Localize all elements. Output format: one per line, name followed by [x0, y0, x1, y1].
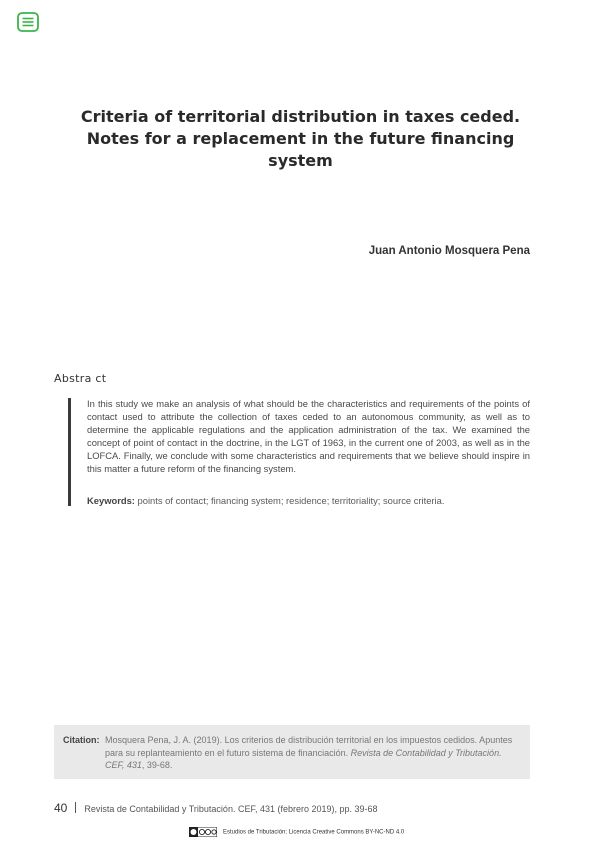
page-footer	[54, 801, 378, 815]
citation-label: Citation:	[63, 735, 100, 745]
citation-main: Mosquera Pena, J. A. (2019). Los criterios de distribución territorial en los impuestos cedidos. Apuntes para su replanteamiento en el futuro sistema de financiación.	[105, 735, 513, 758]
author-name: Juan Antonio Mosquera Pena	[368, 245, 530, 257]
abstract-heading: Abstra ct	[54, 372, 107, 385]
citation-pages: , 39-68.	[141, 760, 173, 771]
abstract-block	[68, 398, 530, 506]
keywords	[87, 495, 530, 508]
license-line	[189, 827, 404, 837]
page-number: 40	[54, 801, 68, 815]
citation-box	[54, 725, 530, 779]
list-icon[interactable]	[17, 12, 39, 32]
footer-separator	[75, 802, 76, 813]
keywords-label: Keywords:	[87, 495, 135, 506]
citation-journal: Revista de Contabilidad y Tributación. CEF, 431	[105, 747, 502, 771]
journal-info: Revista de Contabilidad y Tributación. CEF, 431 (febrero 2019), pp. 39-68	[84, 804, 378, 814]
license-text: Estudios de Tributación: Licencia Creative Commons BY-NC-ND 4.0	[223, 829, 405, 836]
article-title: Criteria of territorial distribution in taxes ceded. Notes for a replacement in the future financing system	[80, 107, 521, 170]
cc-license-badge-icon	[189, 827, 217, 837]
abstract-side-bar	[68, 398, 71, 506]
keywords-list: points of contact; financing system; residence; territoriality; source criteria.	[137, 495, 445, 506]
citation-text	[105, 734, 521, 772]
abstract-text: In this study we make an analysis of what should be the characteristics and requirements of the points of contact used to attribute the collection of taxes ceded to an autonomous community, as well as to determine the applicable regulations and the application administration of the tax. We examined the concept of point of contact in the doctrine, in the LGT of 1963, in the current one of 2003, as well as in the LOFCA. Finally, we conclude with some characteristics and requirements that we believe should inspire in this matter a future reform of the financing system.	[87, 398, 530, 474]
